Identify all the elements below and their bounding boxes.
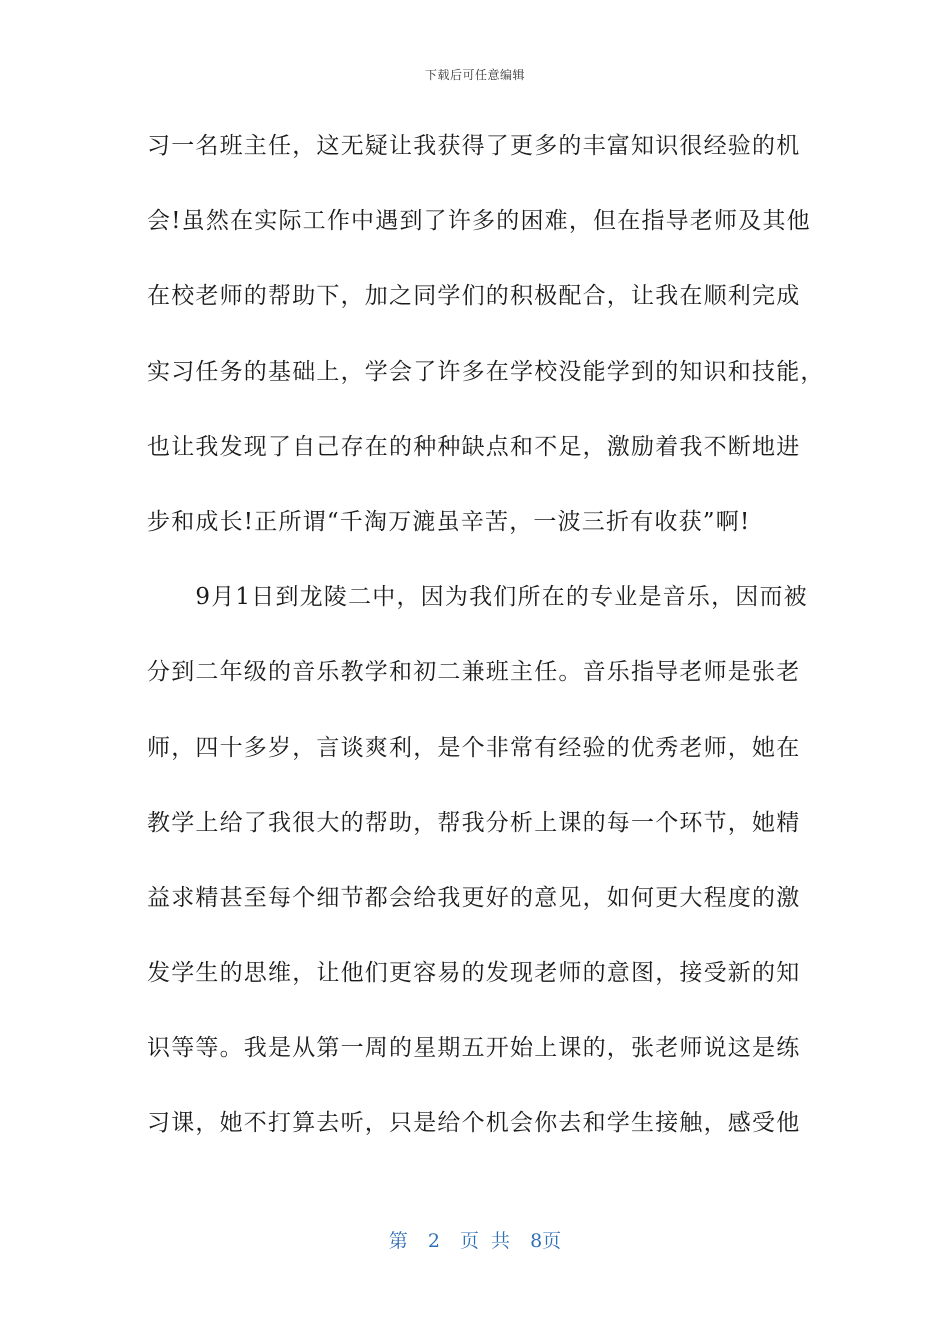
page-number-middle: 页 共 — [460, 1230, 511, 1252]
total-pages: 8页 — [530, 1230, 562, 1252]
text-line: 也让我发现了自己存在的种种缺点和不足，激励着我不断地进 — [147, 433, 801, 460]
page-footer — [0, 1226, 950, 1253]
paragraph-start-line: 9月1日到龙陵二中，因为我们所在的专业是音乐，因而被 — [147, 584, 808, 611]
text-line: 习课，她不打算去听，只是给个机会你去和学生接触，感受他 — [147, 1110, 801, 1137]
current-page-number: 2 — [427, 1230, 440, 1252]
text-line: 会!虽然在实际工作中遇到了许多的困难，但在指导老师及其他 — [147, 208, 811, 235]
text-line: 益求精甚至每个细节都会给我更好的意见，如何更大程度的激 — [147, 884, 801, 911]
page-header: 下载后可任意编辑 — [424, 68, 525, 82]
text-line: 实习任务的基础上，学会了许多在学校没能学到的知识和技能， — [147, 358, 825, 385]
page-number-prefix: 第 — [388, 1230, 408, 1252]
text-line: 分到二年级的音乐教学和初二兼班主任。音乐指导老师是张老 — [147, 659, 801, 686]
document-body — [147, 124, 825, 1177]
text-line: 步和成长!正所谓“千淘万漉虽辛苦，一波三折有收获”啊! — [147, 508, 751, 535]
text-line: 习一名班主任，这无疑让我获得了更多的丰富知识很经验的机 — [147, 133, 801, 159]
text-line: 识等等。我是从第一周的星期五开始上课的，张老师说这是练 — [147, 1035, 801, 1062]
text-line: 师，四十多岁，言谈爽利，是个非常有经验的优秀老师，她在 — [147, 734, 801, 761]
text-line: 发学生的思维，让他们更容易的发现老师的意图，接受新的知 — [147, 960, 801, 987]
text-line: 在校老师的帮助下，加之同学们的积极配合，让我在顺利完成 — [147, 283, 801, 310]
text-line: 教学上给了我很大的帮助，帮我分析上课的每一个环节，她精 — [147, 809, 801, 836]
